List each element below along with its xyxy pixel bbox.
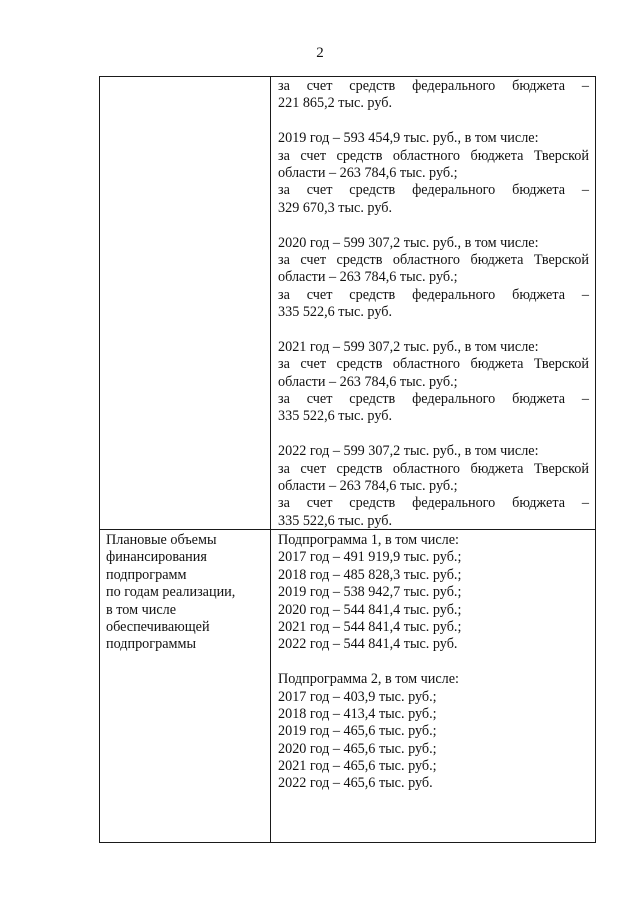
paragraph-gap	[278, 426, 589, 443]
subprogram-line: 2019 год – 538 942,7 тыс. руб.;	[278, 584, 462, 601]
subprogram-line: 2020 год – 465,6 тыс. руб.;	[278, 740, 437, 757]
table-left-border	[99, 76, 100, 843]
label-line: подпрограмм	[106, 566, 187, 583]
subprogram-line: Подпрограмма 1, в том числе:	[278, 532, 459, 548]
financing-line: области – 263 784,6 тыс. руб.;	[278, 269, 458, 286]
subprogram-line: Подпрограмма 2, в том числе:	[278, 671, 459, 688]
paragraph-gap	[278, 113, 589, 130]
financing-line: за счет средств областного бюджета Тверской	[278, 460, 589, 477]
financing-line: области – 263 784,6 тыс. руб.;	[278, 477, 458, 494]
financing-line: за счет средств федерального бюджета –	[278, 495, 589, 512]
financing-line: за счет средств областного бюджета Тверской	[278, 147, 589, 164]
subprogram-line: 2021 год – 465,6 тыс. руб.;	[278, 758, 437, 775]
label-line: подпрограммы	[106, 636, 196, 653]
financing-line: области – 263 784,6 тыс. руб.;	[278, 164, 458, 181]
financing-line: за счет средств областного бюджета Тверской	[278, 356, 589, 373]
label-line: Плановые объемы	[106, 532, 217, 548]
row1-financing-details	[278, 78, 589, 530]
label-line: финансирования	[106, 549, 207, 566]
financing-line: 2022 год – 599 307,2 тыс. руб., в том числе:	[278, 443, 539, 460]
row2-label-planned-volumes	[106, 532, 256, 654]
subprogram-line: 2022 год – 544 841,4 тыс. руб.	[278, 636, 458, 653]
table-top-border	[99, 76, 596, 77]
financing-line: 2020 год – 599 307,2 тыс. руб., в том числе:	[278, 234, 539, 251]
financing-line: 2019 год – 593 454,9 тыс. руб., в том числе:	[278, 130, 539, 147]
paragraph-gap	[278, 321, 589, 338]
subprogram-line: 2020 год – 544 841,4 тыс. руб.;	[278, 601, 462, 618]
subprogram-line: 2018 год – 413,4 тыс. руб.;	[278, 705, 437, 722]
label-line: по годам реализации,	[106, 584, 236, 601]
financing-line: за счет средств федерального бюджета –	[278, 182, 589, 199]
table-right-border	[595, 76, 596, 843]
financing-line: за счет средств областного бюджета Тверской	[278, 251, 589, 268]
paragraph-gap	[278, 654, 589, 671]
financing-line: 335 522,6 тыс. руб.	[278, 512, 392, 529]
subprogram-line: 2017 год – 403,9 тыс. руб.;	[278, 688, 437, 705]
subprogram-line: 2019 год – 465,6 тыс. руб.;	[278, 723, 437, 740]
financing-line: 2021 год – 599 307,2 тыс. руб., в том числе:	[278, 338, 539, 355]
table-column-divider	[270, 76, 271, 843]
financing-line: за счет средств федерального бюджета –	[278, 78, 589, 94]
page-number: 2	[316, 45, 324, 61]
paragraph-gap	[278, 217, 589, 234]
financing-line: за счет средств федерального бюджета –	[278, 286, 589, 303]
table-bottom-border	[99, 842, 596, 843]
label-line: обеспечивающей	[106, 618, 210, 635]
subprogram-line: 2022 год – 465,6 тыс. руб.	[278, 775, 433, 792]
financing-line: области – 263 784,6 тыс. руб.;	[278, 373, 458, 390]
subprogram-line: 2017 год – 491 919,9 тыс. руб.;	[278, 549, 462, 566]
financing-line: 221 865,2 тыс. руб.	[278, 95, 392, 112]
label-line: в том числе	[106, 601, 177, 618]
financing-line: 329 670,3 тыс. руб.	[278, 199, 392, 216]
row2-subprogram-volumes	[278, 532, 589, 793]
subprogram-line: 2021 год – 544 841,4 тыс. руб.;	[278, 618, 462, 635]
financing-line: 335 522,6 тыс. руб.	[278, 408, 392, 425]
subprogram-line: 2018 год – 485 828,3 тыс. руб.;	[278, 566, 462, 583]
financing-line: 335 522,6 тыс. руб.	[278, 304, 392, 321]
financing-line: за счет средств федерального бюджета –	[278, 391, 589, 408]
